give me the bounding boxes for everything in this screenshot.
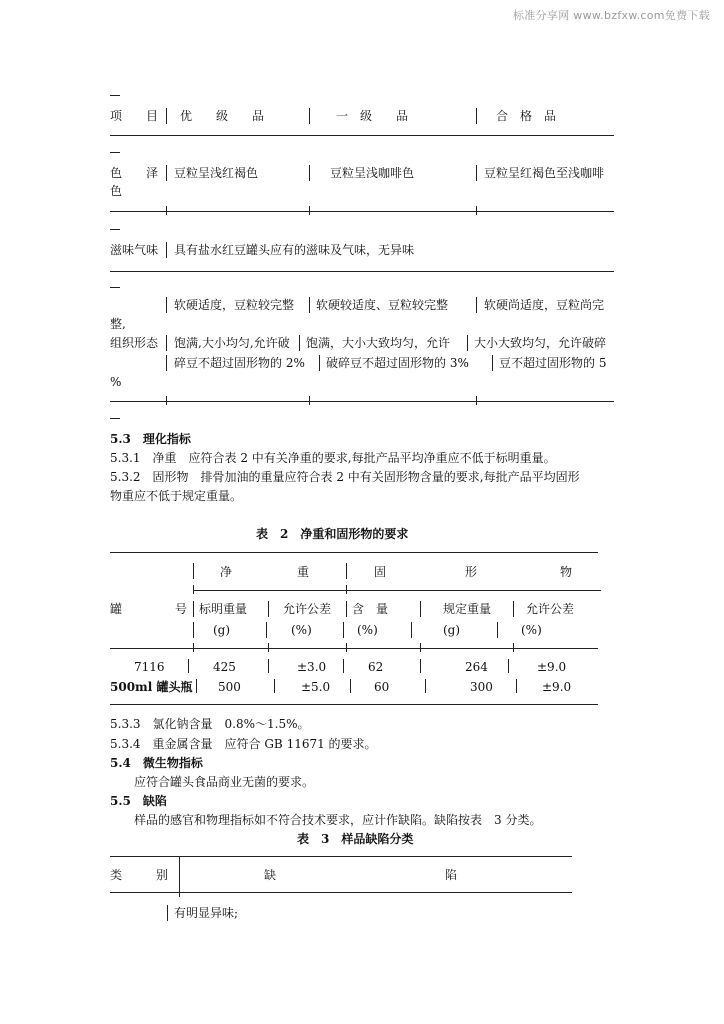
- col-separator: [309, 165, 310, 181]
- table2-bottom-rule: [110, 704, 598, 705]
- header-first-grade: 一 级 品: [336, 109, 409, 123]
- col-separator: [420, 659, 421, 673]
- row-label-taste: 滋味气味: [110, 243, 159, 257]
- row-rule: [110, 135, 614, 136]
- cell-texture-first-3: 破碎豆不超过固形物的 3%: [326, 356, 469, 370]
- cell-color-first: 豆粒呈浅咖啡色: [330, 166, 415, 180]
- group-rule: [193, 590, 601, 591]
- col-separator: [166, 297, 167, 313]
- col-separator: [492, 355, 493, 371]
- cell-texture-superior-2: 饱满,大小均匀,允许破: [174, 336, 290, 350]
- cell-texture-superior-1: 软硬适度，豆粒较完整: [174, 298, 295, 312]
- watermark: 标准分享网 www.bzfxw.com免费下载: [513, 9, 710, 22]
- col-separator: [166, 108, 167, 124]
- unit-pct-2: (%): [357, 623, 378, 637]
- col-separator: [467, 335, 468, 351]
- col-separator: [266, 622, 267, 638]
- group-solid-3: 物: [560, 565, 573, 579]
- section-5-3-2-cont: 物重应不低于规定重量。: [110, 489, 243, 503]
- col-separator: [166, 355, 167, 371]
- col-separator: [309, 108, 310, 124]
- col-tick: [476, 206, 477, 215]
- col-content: 含 量: [352, 602, 389, 616]
- cell-tolerance-solid: ±9.0: [542, 680, 572, 694]
- group-net-weight-2: 重: [297, 565, 310, 579]
- table-dash: [110, 229, 120, 230]
- col-category-1: 类: [110, 868, 123, 882]
- col-category-2: 别: [156, 868, 169, 882]
- col-separator: [188, 659, 189, 673]
- col-tolerance-net: 允许公差: [283, 602, 332, 616]
- col-tick: [193, 643, 194, 652]
- section-5-4: 5.4 微生物指标: [110, 756, 203, 770]
- col-separator: [166, 242, 167, 258]
- cell-texture-qualified-3: 豆不超过固形物的 5: [499, 356, 607, 370]
- cell-defect-1: 有明显异味;: [174, 906, 239, 920]
- col-separator: [476, 108, 477, 124]
- col-separator: [268, 601, 269, 617]
- table-dash: [110, 152, 120, 153]
- row-rule: [110, 401, 614, 402]
- row-rule: [110, 211, 614, 212]
- col-tick: [166, 396, 167, 405]
- row-label-color: 色 泽: [110, 166, 159, 180]
- cell-texture-qualified-2: 大小大致均匀，允许破碎: [474, 336, 607, 350]
- col-separator: [193, 601, 194, 617]
- col-separator: [497, 622, 498, 638]
- col-separator: [411, 622, 412, 638]
- col-separator: [346, 563, 347, 579]
- col-separator: [516, 679, 517, 693]
- col-separator: [309, 297, 310, 313]
- col-separator: [319, 355, 320, 371]
- section-5-3-3: 5.3.3 氯化钠含量 0.8%～1.5%。: [110, 717, 310, 731]
- col-separator: [167, 905, 168, 921]
- section-5-3-4: 5.3.4 重金属含量 应符合 GB 11671 的要求。: [110, 737, 377, 751]
- section-5-4-text: 应符合罐头食品商业无菌的要求。: [134, 775, 315, 789]
- cell-specified-weight: 300: [470, 680, 493, 694]
- cell-texture-superior-3: 碎豆不超过固形物的 2%: [174, 356, 305, 370]
- col-separator: [513, 601, 514, 617]
- table-dash: [110, 95, 120, 96]
- col-separator: [476, 165, 477, 181]
- col-defect-1: 缺: [264, 868, 277, 882]
- unit-pct-1: (%): [291, 623, 312, 637]
- col-labeled-weight: 标明重量: [199, 602, 248, 616]
- col-separator: [420, 601, 421, 617]
- col-tick: [309, 206, 310, 215]
- section-5-3-1: 5.3.1 净重 应符合表 2 中有关净重的要求,每批产品平均净重应不低于标明重量。: [110, 451, 556, 465]
- row-rule: [110, 271, 614, 272]
- col-tick: [179, 888, 180, 897]
- cell-color-qualified: 豆粒呈红褐色至浅咖啡: [484, 166, 605, 180]
- group-solid-2: 形: [465, 565, 478, 579]
- table2-caption: 表 2 净重和固形物的要求: [256, 527, 409, 541]
- col-separator: [508, 659, 509, 673]
- col-separator: [179, 856, 180, 892]
- table-dash: [110, 287, 120, 288]
- col-separator: [166, 165, 167, 181]
- group-net-weight-1: 净: [220, 565, 233, 579]
- cell-tolerance-solid: ±9.0: [537, 660, 567, 674]
- col-separator: [193, 622, 194, 638]
- col-tolerance-solid: 允许公差: [526, 602, 575, 616]
- table3-caption: 表 3 样品缺陷分类: [297, 832, 414, 846]
- cell-color-superior: 豆粒呈浅红褐色: [174, 166, 259, 180]
- section-5-3-2: 5.3.2 固形物 排骨加油的重量应符合表 2 中有关固形物含量的要求,每批产品平均固形: [110, 470, 580, 484]
- col-separator: [425, 679, 426, 693]
- cell-tolerance-net: ±3.0: [297, 660, 327, 674]
- col-tick: [346, 643, 347, 652]
- col-tick: [420, 643, 421, 652]
- col-specified-weight: 规定重量: [443, 602, 492, 616]
- col-separator: [343, 659, 344, 673]
- col-tick: [268, 643, 269, 652]
- col-separator: [346, 601, 347, 617]
- table2-top-rule: [110, 552, 598, 553]
- col-separator: [350, 679, 351, 693]
- row-label-color-wrap: 色: [110, 184, 123, 198]
- cell-taste: 具有盐水红豆罐头应有的滋味及气味，无异味: [174, 243, 415, 257]
- col-separator: [166, 335, 167, 351]
- col-separator: [196, 679, 197, 693]
- header-qualified: 合 格 品: [496, 109, 557, 123]
- section-5-5-text: 样品的感官和物理指标如不符合技术要求，应计作缺陷。缺陷按表 3 分类。: [134, 813, 542, 827]
- col-separator: [268, 659, 269, 673]
- unit-g-1: (g): [213, 623, 231, 637]
- col-separator: [274, 679, 275, 693]
- col-separator: [476, 297, 477, 313]
- header-rule: [110, 648, 598, 649]
- cell-tolerance-net: ±5.0: [301, 680, 331, 694]
- cell-labeled-weight: 425: [213, 660, 236, 674]
- cell-texture-first-2: 饱满，大小大致均匀，允许: [306, 336, 451, 350]
- header-item: 项 目: [110, 109, 159, 123]
- cell-can: 500ml 罐头瓶: [110, 680, 193, 694]
- section-5-3: 5.3 理化指标: [110, 432, 191, 446]
- cell-texture-first-1: 软硬较适度、豆粒较完整: [316, 298, 449, 312]
- cell-labeled-weight: 500: [218, 680, 241, 694]
- col-separator: [343, 622, 344, 638]
- col-tick: [476, 396, 477, 405]
- cell-can: 7116: [134, 660, 165, 674]
- cell-content: 62: [368, 660, 384, 674]
- col-tick: [193, 585, 194, 594]
- cell-texture-wrap-2: %: [110, 375, 122, 389]
- group-solid-1: 固: [374, 565, 387, 579]
- unit-g-2: (g): [443, 623, 461, 637]
- col-tick: [166, 206, 167, 215]
- cell-content: 60: [374, 680, 390, 694]
- col-defect-2: 陷: [445, 868, 458, 882]
- cell-texture-qualified-1: 软硬尚适度，豆粒尚完: [484, 298, 605, 312]
- col-can-label-1: 罐: [110, 602, 123, 616]
- col-can-label-2: 号: [175, 602, 188, 616]
- cell-texture-wrap: 整,: [110, 317, 126, 331]
- cell-specified-weight: 264: [465, 660, 488, 674]
- section-5-5: 5.5 缺陷: [110, 794, 167, 808]
- table-dash: [110, 418, 120, 419]
- row-label-texture: 组织形态: [110, 336, 159, 350]
- col-tick: [513, 643, 514, 652]
- col-separator: [193, 563, 194, 579]
- col-separator: [299, 335, 300, 351]
- unit-pct-3: (%): [521, 623, 542, 637]
- col-tick: [309, 396, 310, 405]
- header-superior: 优 级 品: [180, 109, 265, 123]
- col-tick: [346, 585, 347, 594]
